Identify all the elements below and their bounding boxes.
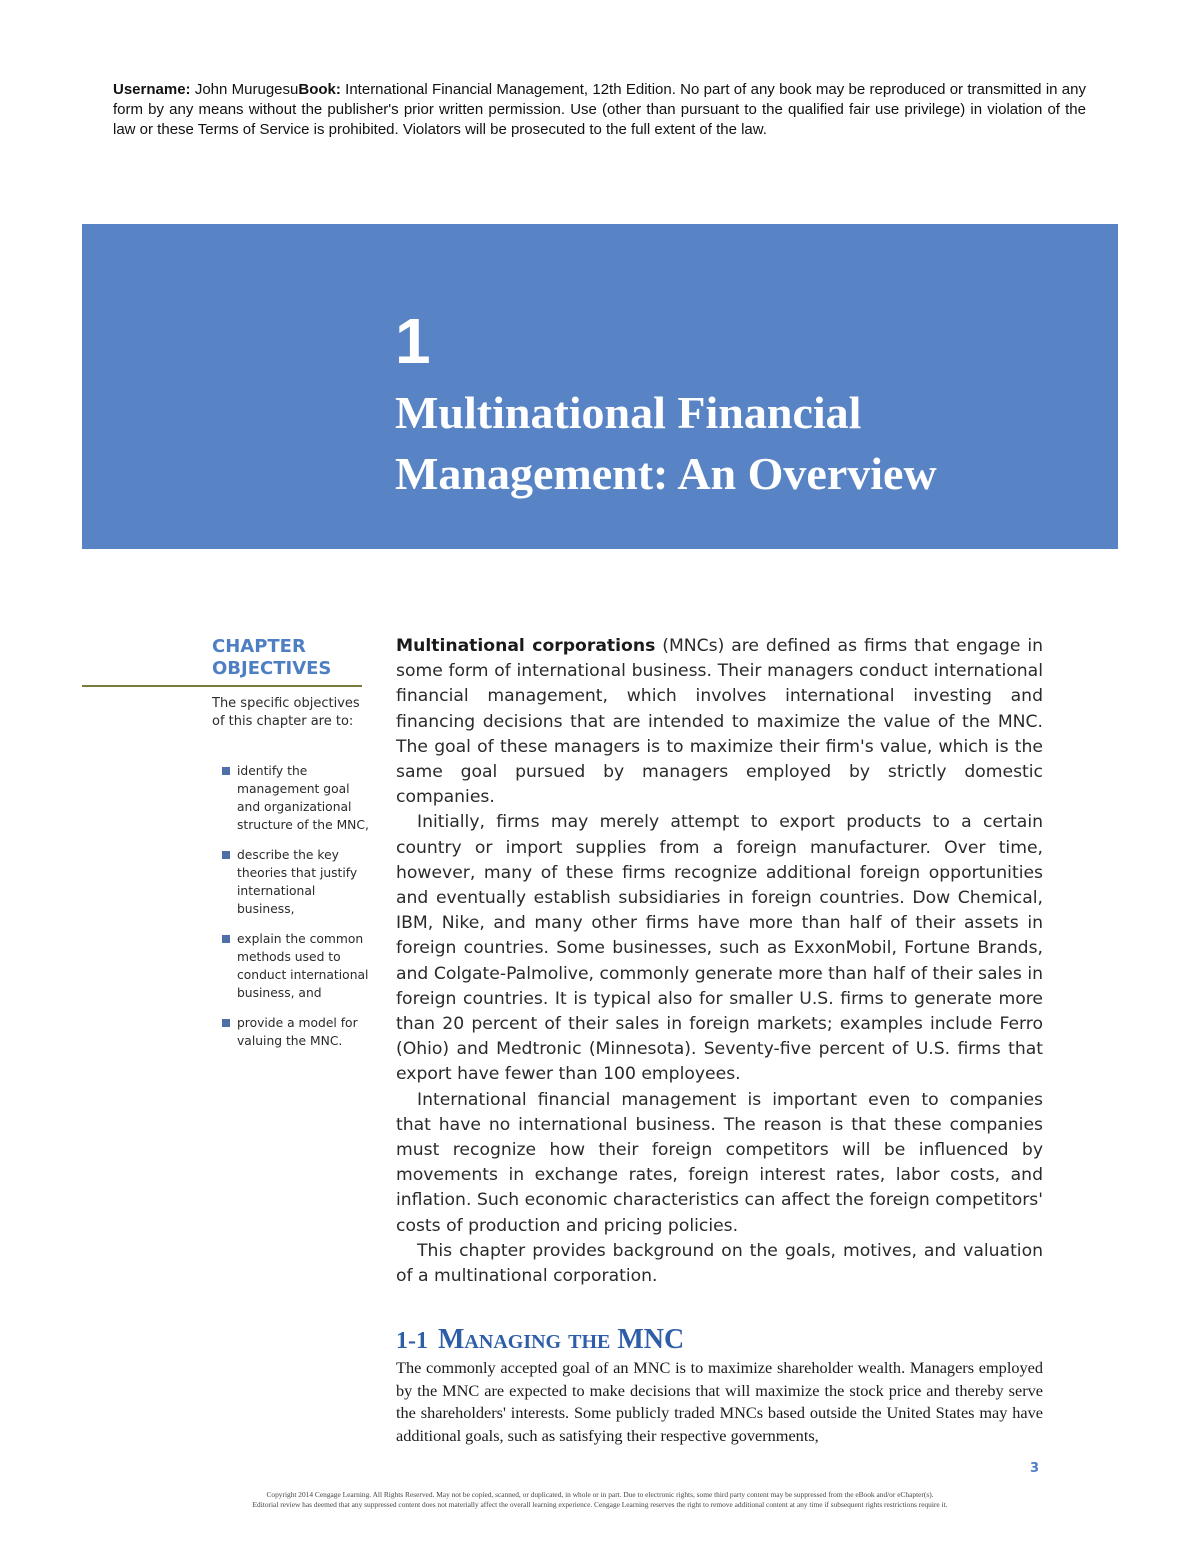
copyright-line-1: Copyright 2014 Cengage Learning. All Rights Reserved. May not be copied, scanned, or duplicated, in whole or in part. Due to electronic rights, some third party content may be suppressed from the eBook and/or eChapter(s). — [266, 1490, 934, 1499]
section-heading — [396, 1322, 1043, 1359]
paragraph-text: (MNCs) are defined as firms that engage in some form of international business. Their managers conduct international financial management, which involves international investing and financing decisions that are intended to maximize the value of the MNC. The goal of these managers is to maximize their firm's value, which is the same goal pursued by managers employed by strictly domestic companies. — [396, 636, 1043, 808]
objective-text: describe the key theories that justify international business, — [237, 848, 358, 916]
chapter-title-line1: Multinational Financial — [395, 387, 862, 438]
objectives-heading-line1: CHAPTER — [212, 636, 306, 657]
intro-paragraph-4: This chapter provides background on the goals, motives, and valuation of a multinational corporation. — [396, 1240, 1043, 1287]
objectives-heading-line2: OBJECTIVES — [212, 658, 332, 679]
objectives-intro: The specific objectives of this chapter are to: — [212, 696, 360, 729]
chapter-title-line2: Management: An Overview — [395, 448, 937, 499]
square-bullet-icon — [222, 935, 230, 943]
objective-text: provide a model for valuing the MNC. — [237, 1016, 358, 1048]
objective-item — [222, 846, 370, 918]
username-label: Username: — [113, 81, 191, 98]
key-term: Multinational corporations — [396, 636, 656, 656]
username: John Murugesu — [190, 81, 299, 98]
objective-item — [222, 1014, 370, 1050]
chapter-intro-body — [396, 634, 1043, 1289]
chapter-banner — [82, 224, 1118, 549]
section-number: 1-1 — [396, 1328, 428, 1354]
objectives-divider — [82, 685, 362, 687]
objective-text: explain the common methods used to conduct international business, and — [237, 932, 369, 1000]
chapter-number: 1 — [395, 305, 431, 377]
objectives-heading — [212, 636, 362, 680]
copyright-notice — [113, 80, 1086, 140]
intro-paragraph-1 — [396, 634, 1043, 810]
page-number: 3 — [1030, 1461, 1040, 1476]
square-bullet-icon — [222, 767, 230, 775]
section-paragraph: The commonly accepted goal of an MNC is to maximize shareholder wealth. Managers employed by the MNC are expected to make decisions that will maximize the stock price and thereby serve the shareholders' interests. Some publicly traded MNCs based outside the United States may have additional goals, such as satisfying their respective governments, — [396, 1358, 1043, 1445]
notice-text: International Financial Management, 12th Edition. No part of any book may be reproduced or transmitted in any form by any means without the publisher's prior written permission. Use (other than pursuant to the qualified fair use privilege) in violation of the law or these Terms of Service is prohibited. Violators will be prosecuted to the full extent of the law. — [113, 81, 1086, 138]
objective-text: identify the management goal and organizational structure of the MNC, — [237, 764, 369, 832]
section-title: Managing the MNC — [438, 1324, 685, 1355]
footer-copyright — [170, 1490, 1030, 1510]
objective-item — [222, 930, 370, 1002]
chapter-title — [395, 382, 1095, 504]
intro-paragraph-3: International financial management is important even to companies that have no international business. The reason is that these companies must recognize how their foreign competitors will be influenced by movements in exchange rates, foreign interest rates, labor costs, and inflation. Such economic characteristics can affect the foreign competitors' costs of production and pricing policies. — [396, 1089, 1043, 1236]
copyright-line-2: Editorial review has deemed that any suppressed content does not materially affect the overall learning experience. Cengage Learning reserves the right to remove additional content at any time if subsequent rights restrictions require it. — [252, 1500, 948, 1509]
book-label: Book: — [298, 81, 341, 98]
intro-paragraph-2: Initially, firms may merely attempt to export products to a certain country or import supplies from a foreign manufacturer. Over time, however, many of these firms recognize additional foreign opportunities and eventually establish subsidiaries in foreign countries. Dow Chemical, IBM, Nike, and many other firms have more than half of their assets in foreign countries. Some businesses, such as ExxonMobil, Fortune Brands, and Colgate-Palmolive, commonly generate more than half of their sales in foreign countries. It is typical also for smaller U.S. firms to generate more than 20 percent of their sales in foreign markets; examples include Ferro (Ohio) and Medtronic (Minnesota). Seventy-five percent of U.S. firms that export have fewer than 100 employees. — [396, 812, 1043, 1085]
objectives-list — [222, 762, 370, 1062]
square-bullet-icon — [222, 1019, 230, 1027]
objective-item — [222, 762, 370, 834]
square-bullet-icon — [222, 851, 230, 859]
